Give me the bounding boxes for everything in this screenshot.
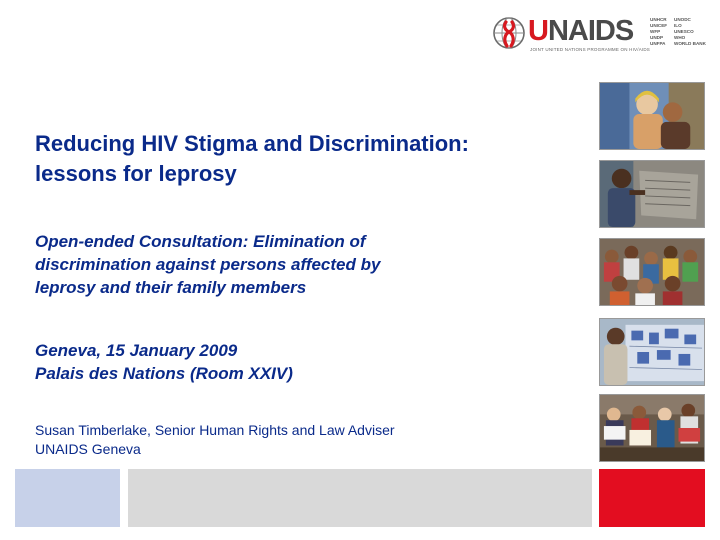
unaids-logo bbox=[492, 14, 714, 54]
title-line: Reducing HIV Stigma and Discrimination: bbox=[35, 131, 469, 156]
event-venue: Palais des Nations (Room XXIV) bbox=[35, 364, 293, 383]
un-globe-ribbon-icon bbox=[492, 16, 526, 50]
title-line: lessons for leprosy bbox=[35, 161, 237, 186]
footer-bar-red bbox=[599, 469, 705, 527]
group-with-posters-photo bbox=[599, 394, 705, 462]
subtitle-line: discrimination against persons affected by bbox=[35, 255, 381, 274]
presenter-affiliation: UNAIDS Geneva bbox=[35, 441, 141, 457]
footer-bar-gray bbox=[128, 469, 592, 527]
event-details bbox=[35, 339, 465, 385]
woman-with-quilt-photo bbox=[599, 318, 705, 386]
cosponsors-list-2: UNODC ILO UNESCO WHO WORLD BANK bbox=[674, 17, 706, 46]
logo-tagline: JOINT UNITED NATIONS PROGRAMME ON HIV/AIDS bbox=[530, 47, 650, 52]
crowd-of-children-photo bbox=[599, 238, 705, 306]
man-at-memorial-wall-photo bbox=[599, 160, 705, 228]
unaids-wordmark: UNAIDS bbox=[528, 15, 634, 47]
slide-title bbox=[35, 129, 575, 189]
subtitle-line: leprosy and their family members bbox=[35, 278, 307, 297]
consultation-subtitle bbox=[35, 230, 465, 299]
presenter-name: Susan Timberlake, Senior Human Rights and Law Adviser bbox=[35, 422, 395, 438]
presenter-info bbox=[35, 421, 505, 459]
event-date: Geneva, 15 January 2009 bbox=[35, 341, 238, 360]
cosponsors-list-1: UNHCR UNICEF WFP UNDP UNFPA bbox=[650, 17, 668, 46]
mother-and-child-photo bbox=[599, 82, 705, 150]
footer-bar-blue bbox=[15, 469, 120, 527]
subtitle-line: Open-ended Consultation: Elimination of bbox=[35, 232, 366, 251]
